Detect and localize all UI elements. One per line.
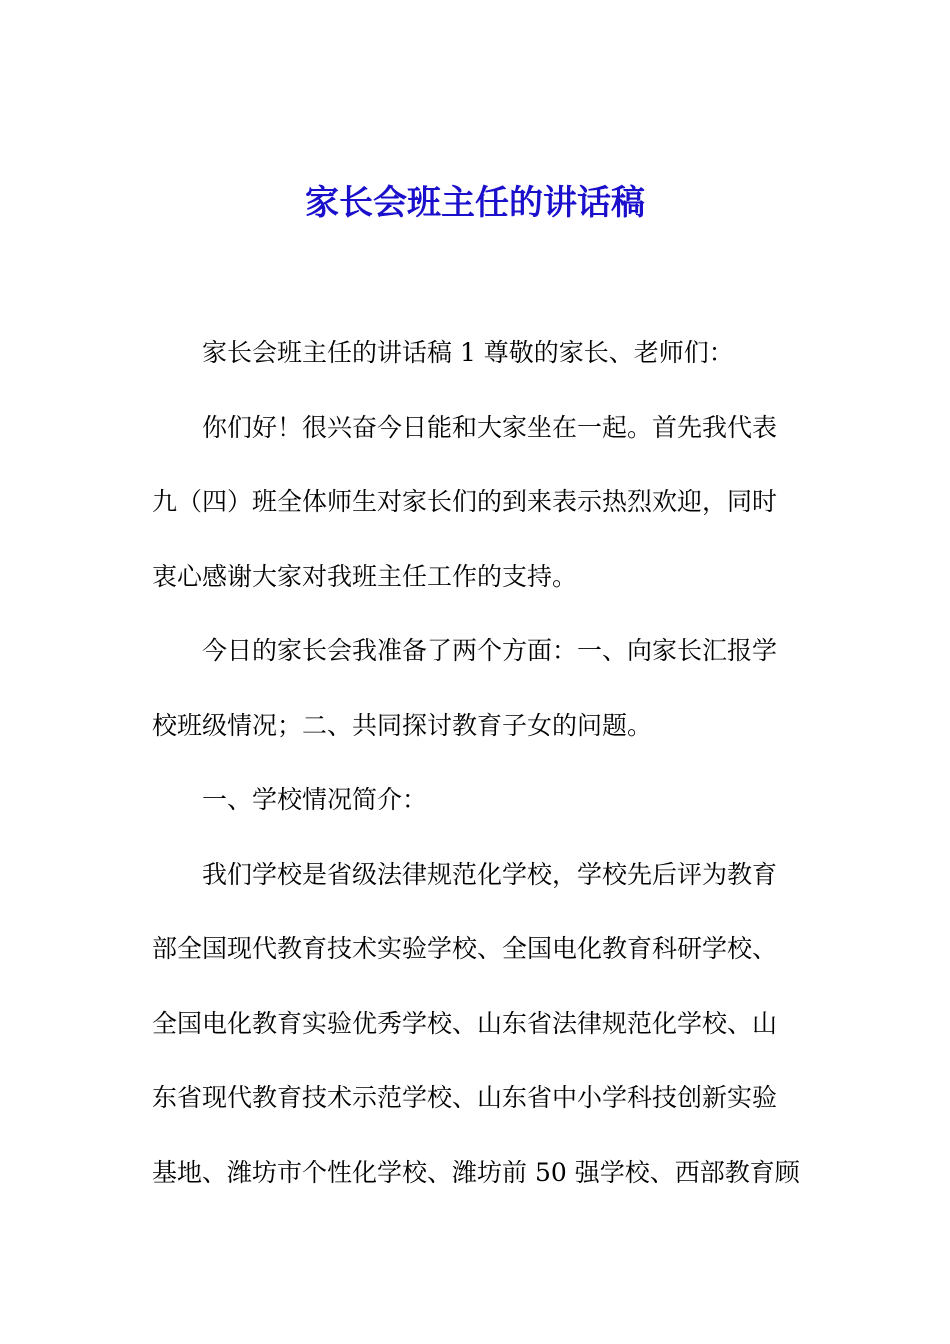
- paragraph-line: 校班级情况；二、共同探讨教育子女的问题。: [152, 711, 653, 740]
- section-heading: 一、学校情况简介：: [202, 785, 428, 814]
- paragraph-line: 你们好！很兴奋今日能和大家坐在一起。首先我代表: [202, 413, 778, 442]
- paragraph-line: 基地、潍坊市个性化学校、潍坊前 50 强学校、西部教育顾: [152, 1158, 800, 1187]
- paragraph-line: 东省现代教育技术示范学校、山东省中小学科技创新实验: [152, 1083, 778, 1112]
- document-title: 家长会班主任的讲话稿: [305, 183, 645, 223]
- paragraph-line: 九（四）班全体师生对家长们的到来表示热烈欢迎，同时: [152, 487, 778, 516]
- paragraph-line: 我们学校是省级法律规范化学校，学校先后评为教育: [202, 860, 778, 889]
- paragraph-line: 衷心感谢大家对我班主任工作的支持。: [152, 562, 578, 591]
- paragraph-line: 家长会班主任的讲话稿 1 尊敬的家长、老师们：: [202, 338, 734, 367]
- paragraph-line: 部全国现代教育技术实验学校、全国电化教育科研学校、: [152, 934, 778, 963]
- paragraph-line: 今日的家长会我准备了两个方面：一、向家长汇报学: [202, 636, 778, 665]
- paragraph-line: 全国电化教育实验优秀学校、山东省法律规范化学校、山: [152, 1009, 778, 1038]
